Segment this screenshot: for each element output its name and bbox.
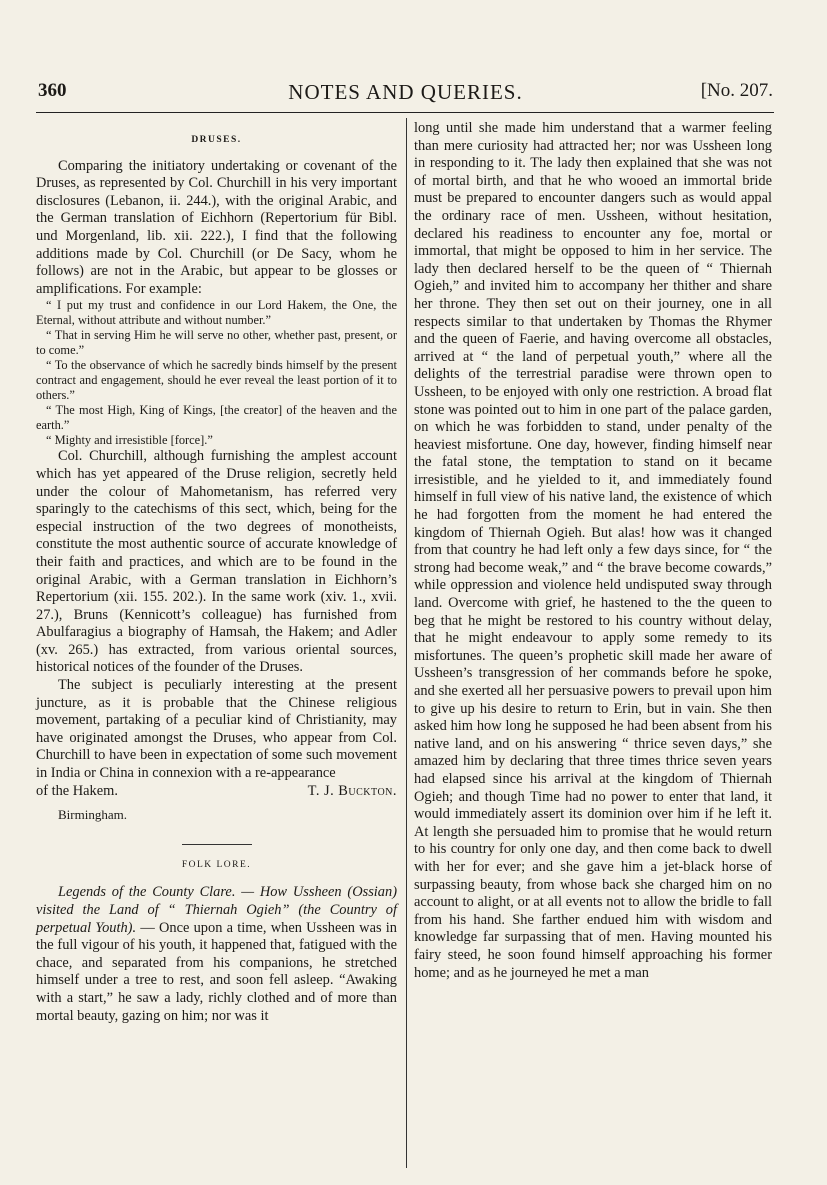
folk-paragraph-1-text: — Once upon a time, when Ussheen was in the full vigour of his youth, it happened that, fatigued with the chace, and separated from his companions, he stretched himself under a tree to rest, and soon fell asleep. “Awaking with a start,” he saw a lady, richly clothed and of more than mortal beauty, gazing on him; nor was it [36,919,398,1024]
quote-3: “ To the observance of which he sacredly binds himself by the present contract and engagement, should he ever reveal the least portion of it to others.” [36,358,397,403]
quote-1: “ I put my trust and confidence in our Lord Hakem, the One, the Eternal, without attribute and without number.” [36,298,397,328]
druses-paragraph-2: Col. Churchill, although furnishing the amplest account which has yet appeared of the Druse religion, secretly held under the colour of Mahometanism, has referred very sparingly to the catechisms of this sect, which, being for the especial instruction of the two degrees of monotheists, constitute the most authentic source of accurate knowledge of their faith and practices, and which are to be found in the original Arabic, with a German translation in Eichhorn’s Repertorium (xii. 155. 202.). In the same work (xiv. 1., xvii. 27.), Bruns (Kennicott’s colleague) has furnished from Abulfaragius a biography of Hamsah, the Hakem; and Adler (xv. 265.) has extracted, from various oriental sources, historical notices of the founder of the Druses. [36,448,397,676]
druses-paragraph-1: Comparing the initiatory undertaking or covenant of the Druses, as represented by Col. Churchill in his very important disclosures (Lebanon, ii. 244.), with the original Arabic, and the German translation of Eichhorn (Repertorium für Bibl. und Morgenland, lib. xii. 222.), I find that the following additions made by Col. Churchill (or De Sacy, whom he follows) are not in the Arabic, but appear to be glosses or amplifications. For example: [36,157,397,297]
page-header [38,80,773,108]
column-divider [406,118,407,1168]
quote-2: “ That in serving Him he will serve no other, whether past, present, or to come.” [36,328,397,358]
left-column [36,122,397,1025]
author-location: Birmingham. [58,807,127,823]
druses-paragraph-3: The subject is peculiarly interesting at the present juncture, as it is probable that the Chinese religious movement, partaking of a peculiar kind of Christianity, may have originated amongst the Druses, who appear from Col. Churchill to have been in expectation of some such movement in India or China in connexion with a re-appearance [36,677,397,782]
page-number: 360 [38,80,67,101]
author-signature: T. J. Buckton. [307,782,397,799]
publication-title: NOTES AND QUERIES. [288,80,523,104]
folk-lore-heading: FOLK LORE. [181,859,252,870]
section-separator [182,844,252,845]
folk-paragraph-continued: long until she made him understand that a warmer feeling than mere curiosity had attracted her; nor was Ussheen long in responding to it. The lady then explained that she was not of mortal birth, and that he who wooed an immortal bride must be prepared to encounter dangers such as would appal the ordinary race of men. Ussheen, without hesitation, declared his readiness to encounter any foe, mortal or immortal, that might be opposed to him in her service. The lady then declared herself to be the queen of “ Thiernah Ogieh,” and invited him to accompany her thither and share her throne. They then set out on their journey, one in all respects similar to that undertaken by Thomas the Rhymer and the queen of Faerie, and having overcome all obstacles, arrived at “ the land of perpetual youth,” where all the delights of the terrestrial paradise were thrown open to Ussheen, to be enjoyed with only one restriction. A broad flat stone was pointed out to him in one part of the palace garden, on which he was forbidden to stand, under penalty of the heaviest misfortune. One day, however, finding himself near the fatal stone, the temptation to stand on it became irresistible, and he yielded to it, and immediately found himself in full view of his native land, the existence of which he had forgotten from the moment he had entered the kingdom of Thiernah Ogieh. But alas! how was it changed from that country he had left only a few days since, for “ the strong had become weak,” and “ the brave become cowards,” while oppression and violence held undisputed sway through land. Overcome with grief, he hastened to the the queen to beg that he might be restored to his country without delay, that he might endeavour to apply some remedy to its misfortunes. The queen’s prophetic skill made her aware of Ussheen’s transgression of her commands before he spoke, and she exerted all her persuasive powers to prevail upon him to give up his desire to return to Erin, but in vain. She then asked him how long he supposed he had been absent from his native land, and on his answering “ thrice seven days,” she amazed him by declaring that three times thrice seven years had elapsed since his arrival at the kingdom of Thiernah Ogieh; and though Time had no power to enter that land, it would immediately assert its dominion over him if he left it. At length she persuaded him to promise that he would return to his country for only one day, and then come back to dwell with her for ever; and she gave him a jet-black horse of surpassing beauty, from whose back she charged him on no account to alight, or at all events not to allow the bridle to fall from his hand. She farther endued him with wisdom and knowledge far surpassing that of men. Having mounted his fairy steed, he soon found himself approaching his former home; and as he journeyed he met a man [414,120,772,981]
legend-title: Legends of the County Clare. — How Ussheen (Ossian) visited the Land of “ Thiernah Ogieh” (the Country of perpetual Youth). [36,884,397,936]
folk-paragraph-1 [36,884,397,1025]
right-column [414,120,772,982]
quote-5: “ Mighty and irresistible [force].” [46,433,213,448]
issue-number: [No. 207. [700,80,773,101]
header-rule [36,112,774,113]
quote-4: “ The most High, King of Kings, [the creator] of the heaven and the earth.” [36,403,397,433]
paragraph-3-end: of the Hakem. [36,782,118,799]
signature-line [36,783,397,801]
druses-heading: DRUSES. [191,135,242,145]
